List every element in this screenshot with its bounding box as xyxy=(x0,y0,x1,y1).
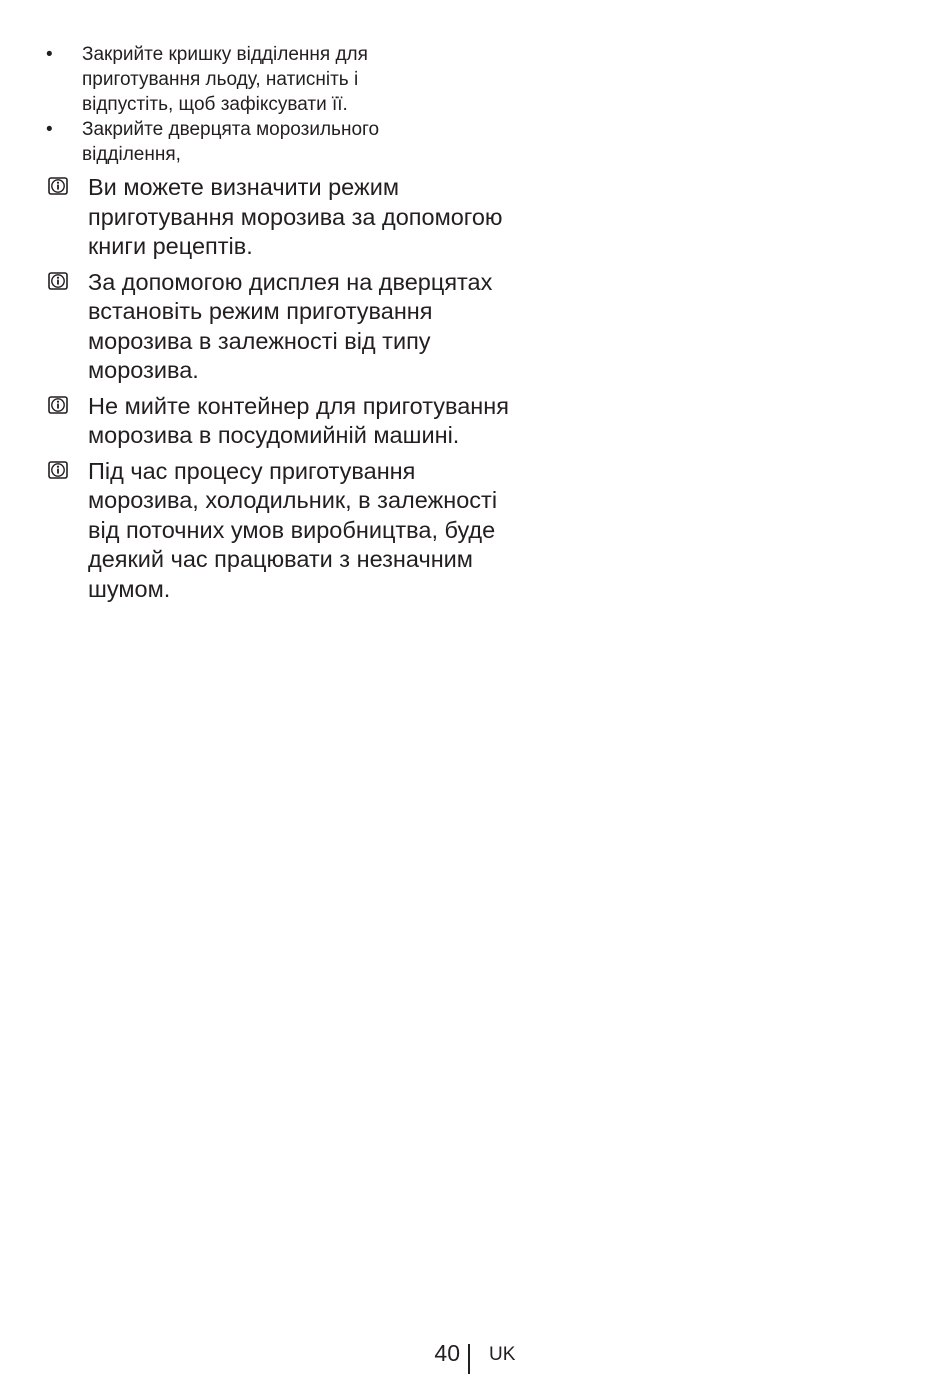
note-text: Під час процесу приготування морозива, холодильник, в залежності від поточних умов виробництва, буде деякий час працювати з незначним шумом. xyxy=(88,457,498,602)
info-icon xyxy=(48,461,68,479)
info-note xyxy=(46,392,516,451)
note-text: Ви можете визначити режим приготування морозива за допомогою книги рецептів. xyxy=(88,174,503,259)
bullet-item xyxy=(46,117,426,167)
note-text: Не мийте контейнер для приготування морозива в посудомийній машині. xyxy=(88,392,509,448)
info-notes xyxy=(46,173,516,610)
page-footer xyxy=(0,1338,950,1378)
info-note xyxy=(46,173,516,262)
bullet-marker: • xyxy=(46,119,53,140)
info-note xyxy=(46,268,516,386)
language-code: UK xyxy=(489,1344,516,1365)
bullet-item xyxy=(46,42,426,117)
bullet-text: Закрийте дверцята морозильного відділення, xyxy=(82,119,380,165)
info-icon xyxy=(48,272,68,290)
bullet-text: Закрийте кришку відділення для приготування льоду, натисніть і відпустіть, щоб зафіксувати її. xyxy=(82,44,368,115)
footer-divider xyxy=(468,1344,470,1374)
note-text: За допомогою дисплея на дверцятах встановіть режим приготування морозива в залежності від типу морозива. xyxy=(88,268,493,383)
page-number: 40 xyxy=(434,1340,460,1366)
info-icon xyxy=(48,396,68,414)
bullet-list xyxy=(46,42,426,167)
info-icon xyxy=(48,177,68,195)
info-note xyxy=(46,457,516,605)
bullet-marker: • xyxy=(46,44,53,65)
